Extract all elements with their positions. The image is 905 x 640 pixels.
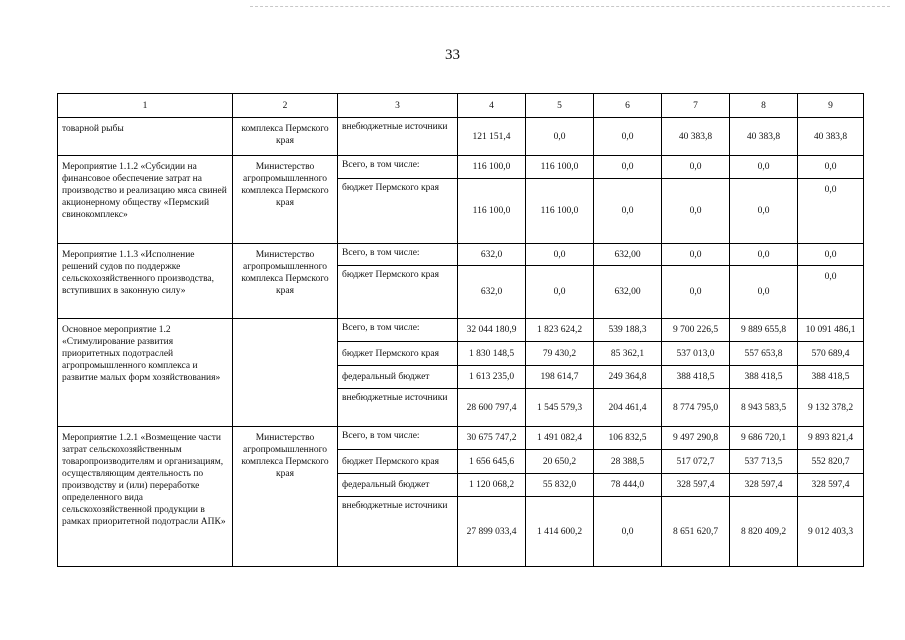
col-header: 2 [233, 94, 338, 118]
col-header: 5 [526, 94, 594, 118]
value-cell: 0,0 [594, 118, 662, 156]
executor: Министерство агропромышленного комплекса Пермского края [233, 427, 338, 567]
value-cell: 28 600 797,4 [458, 389, 526, 427]
value-cell: 1 613 235,0 [458, 366, 526, 389]
value-cell: 632,0 [458, 244, 526, 266]
funding-source: внебюджетные источники [338, 118, 458, 156]
value-cell: 8 820 409,2 [730, 497, 798, 567]
value-cell: 0,0 [662, 266, 730, 319]
value-cell: 121 151,4 [458, 118, 526, 156]
funding-source: бюджет Пермского края [338, 450, 458, 474]
activity-description: товарной рыбы [58, 118, 233, 156]
funding-source: внебюджетные источники [338, 497, 458, 567]
value-cell: 9 497 290,8 [662, 427, 730, 450]
value-cell: 204 461,4 [594, 389, 662, 427]
value-cell: 0,0 [798, 156, 864, 179]
value-cell: 40 383,8 [798, 118, 864, 156]
value-cell: 0,0 [526, 244, 594, 266]
value-cell: 0,0 [594, 497, 662, 567]
value-cell: 570 689,4 [798, 342, 864, 366]
col-header: 6 [594, 94, 662, 118]
table-row [58, 319, 864, 342]
value-cell: 0,0 [798, 179, 864, 244]
value-cell: 55 832,0 [526, 474, 594, 497]
value-cell: 9 893 821,4 [798, 427, 864, 450]
funding-source: Всего, в том числе: [338, 427, 458, 450]
value-cell: 0,0 [526, 118, 594, 156]
value-cell: 1 120 068,2 [458, 474, 526, 497]
value-cell: 28 388,5 [594, 450, 662, 474]
value-cell: 9 686 720,1 [730, 427, 798, 450]
value-cell: 328 597,4 [730, 474, 798, 497]
value-cell: 328 597,4 [798, 474, 864, 497]
value-cell: 249 364,8 [594, 366, 662, 389]
activity-description: Основное мероприятие 1.2 «Стимулирование развития приоритетных подотраслей агропромышленного комплекса и развитие малых форм хозяйствования» [58, 319, 233, 427]
value-cell: 0,0 [730, 156, 798, 179]
funding-source: внебюджетные источники [338, 389, 458, 427]
value-cell: 388 418,5 [798, 366, 864, 389]
value-cell: 0,0 [662, 244, 730, 266]
funding-source: Всего, в том числе: [338, 319, 458, 342]
col-header: 8 [730, 94, 798, 118]
value-cell: 9 889 655,8 [730, 319, 798, 342]
value-cell: 40 383,8 [662, 118, 730, 156]
value-cell: 388 418,5 [662, 366, 730, 389]
executor [233, 319, 338, 427]
value-cell: 0,0 [662, 156, 730, 179]
value-cell: 8 774 795,0 [662, 389, 730, 427]
table-row [58, 427, 864, 450]
value-cell: 30 675 747,2 [458, 427, 526, 450]
value-cell: 0,0 [730, 266, 798, 319]
funding-source: федеральный бюджет [338, 474, 458, 497]
executor: Министерство агропромышленного комплекса Пермского края [233, 156, 338, 244]
value-cell: 85 362,1 [594, 342, 662, 366]
value-cell: 106 832,5 [594, 427, 662, 450]
value-cell: 9 700 226,5 [662, 319, 730, 342]
col-header: 7 [662, 94, 730, 118]
funding-source: бюджет Пермского края [338, 266, 458, 319]
activity-description: Мероприятие 1.1.2 «Субсидии на финансовое обеспечение затрат на производство и реализацию мяса свиней акционерному обществу «Пермский свинокомплекс» [58, 156, 233, 244]
value-cell: 632,0 [458, 266, 526, 319]
value-cell: 0,0 [594, 179, 662, 244]
value-cell: 1 414 600,2 [526, 497, 594, 567]
value-cell: 1 491 082,4 [526, 427, 594, 450]
activity-description: Мероприятие 1.1.3 «Исполнение решений судов по поддержке сельскохозяйственного производства, вступивших в законную силу» [58, 244, 233, 319]
funding-source: бюджет Пермского края [338, 342, 458, 366]
value-cell: 198 614,7 [526, 366, 594, 389]
value-cell: 0,0 [526, 266, 594, 319]
value-cell: 0,0 [798, 244, 864, 266]
value-cell: 632,00 [594, 266, 662, 319]
value-cell: 328 597,4 [662, 474, 730, 497]
col-header: 3 [338, 94, 458, 118]
col-header: 4 [458, 94, 526, 118]
value-cell: 10 091 486,1 [798, 319, 864, 342]
value-cell: 8 651 620,7 [662, 497, 730, 567]
executor: Министерство агропромышленного комплекса Пермского края [233, 244, 338, 319]
value-cell: 1 545 579,3 [526, 389, 594, 427]
value-cell: 1 823 624,2 [526, 319, 594, 342]
value-cell: 517 072,7 [662, 450, 730, 474]
value-cell: 0,0 [662, 179, 730, 244]
col-header: 9 [798, 94, 864, 118]
table-row [58, 118, 864, 156]
value-cell: 1 656 645,6 [458, 450, 526, 474]
value-cell: 116 100,0 [526, 179, 594, 244]
value-cell: 0,0 [798, 266, 864, 319]
value-cell: 9 132 378,2 [798, 389, 864, 427]
header-row [58, 94, 864, 118]
funding-source: федеральный бюджет [338, 366, 458, 389]
value-cell: 78 444,0 [594, 474, 662, 497]
table-row [58, 156, 864, 179]
page-number: 33 [445, 47, 460, 63]
executor: комплекса Пермского края [233, 118, 338, 156]
value-cell: 0,0 [730, 179, 798, 244]
funding-source: бюджет Пермского края [338, 179, 458, 244]
activity-description: Мероприятие 1.2.1 «Возмещение части затрат сельскохозяйственным товаропроизводителям и организациям, осуществляющим деятельность по производству и (или) переработке определенного вида сельскохозяйственной продукции в рамках приоритетной подотрасли АПК» [58, 427, 233, 567]
value-cell: 20 650,2 [526, 450, 594, 474]
top-edge-line [250, 6, 890, 7]
value-cell: 116 100,0 [458, 156, 526, 179]
value-cell: 27 899 033,4 [458, 497, 526, 567]
value-cell: 32 044 180,9 [458, 319, 526, 342]
value-cell: 537 713,5 [730, 450, 798, 474]
value-cell: 539 188,3 [594, 319, 662, 342]
value-cell: 1 830 148,5 [458, 342, 526, 366]
col-header: 1 [58, 94, 233, 118]
value-cell: 0,0 [730, 244, 798, 266]
value-cell: 8 943 583,5 [730, 389, 798, 427]
value-cell: 388 418,5 [730, 366, 798, 389]
table-row [58, 244, 864, 266]
value-cell: 552 820,7 [798, 450, 864, 474]
value-cell: 0,0 [594, 156, 662, 179]
value-cell: 116 100,0 [458, 179, 526, 244]
value-cell: 557 653,8 [730, 342, 798, 366]
budget-table [57, 93, 864, 567]
value-cell: 116 100,0 [526, 156, 594, 179]
funding-source: Всего, в том числе: [338, 244, 458, 266]
funding-source: Всего, в том числе: [338, 156, 458, 179]
value-cell: 40 383,8 [730, 118, 798, 156]
value-cell: 537 013,0 [662, 342, 730, 366]
value-cell: 79 430,2 [526, 342, 594, 366]
value-cell: 9 012 403,3 [798, 497, 864, 567]
value-cell: 632,00 [594, 244, 662, 266]
